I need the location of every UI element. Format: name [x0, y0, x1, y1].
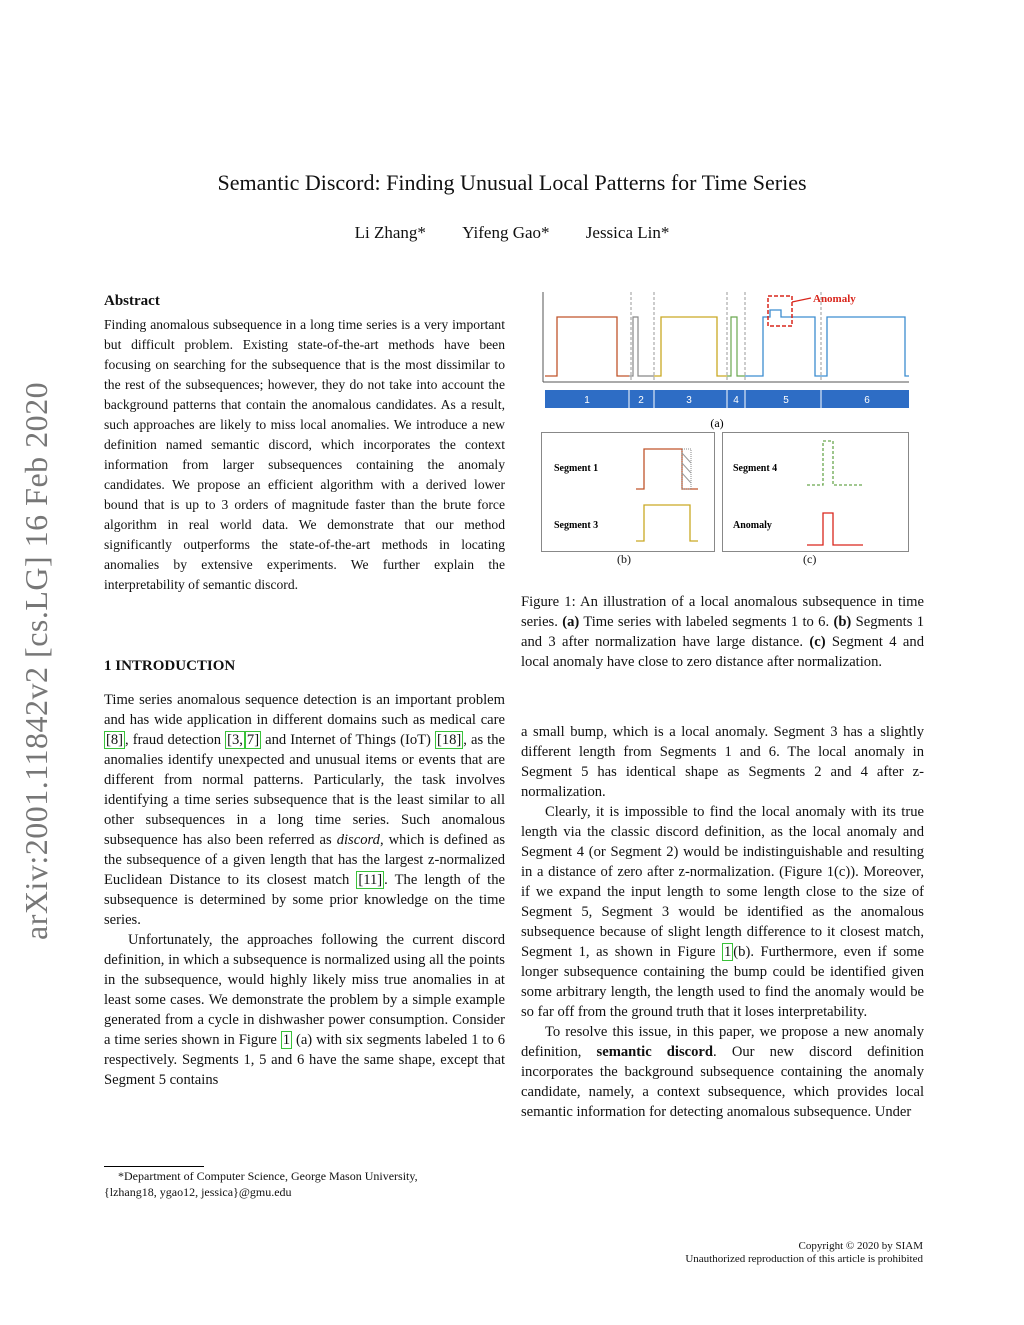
author-list — [0, 223, 1024, 243]
segment-4-label: Segment 4 — [733, 463, 778, 474]
footnote-rule — [104, 1166, 204, 1167]
footnote-affiliation: *Department of Computer Science, George Mason University, — [118, 1169, 418, 1183]
body-paragraph: To resolve this issue, in this paper, we propose a new anomaly definition, semantic discord. Our new discord definition incorporates the background subsequence containing the anomaly candidate, namely, a context subsequence, which provides local semantic information for detecting anomalous subsequence. Under — [521, 1024, 924, 1120]
citation-link[interactable]: 7] — [246, 732, 260, 748]
citation-link[interactable]: [18] — [436, 732, 462, 748]
right-column-body — [521, 722, 924, 1122]
time-series-plot — [541, 290, 911, 430]
copyright-disclaimer: Unauthorized reproduction of this article is prohibited — [685, 1253, 923, 1265]
segment-label: 3 — [686, 395, 692, 406]
segment-label: 1 — [584, 395, 590, 406]
subfigure-label-a: (a) — [710, 416, 724, 430]
arxiv-sidebar-id: arXiv:2001.11842v2 [cs.LG] 16 Feb 2020 — [18, 381, 54, 940]
author-name: Jessica Lin* — [585, 223, 670, 242]
footnote-emails: {lzhang18, ygao12, jessica}@gmu.edu — [104, 1185, 292, 1199]
subfigure-b-box — [541, 432, 715, 552]
footnote — [104, 1168, 504, 1200]
citation-link[interactable]: [3, — [227, 732, 243, 748]
figure-link[interactable]: 1 — [282, 1032, 291, 1048]
segment-label: 5 — [783, 395, 789, 406]
author-name: Li Zhang* — [354, 223, 426, 242]
segment-label: 4 — [733, 395, 739, 406]
introduction-section — [104, 656, 505, 1090]
segment-3-label: Segment 3 — [554, 520, 599, 531]
citation-link[interactable]: [8] — [106, 732, 124, 748]
paper-title: Semantic Discord: Finding Unusual Local Patterns for Time Series — [217, 170, 807, 195]
abstract-text: Finding anomalous subsequence in a long time series is a very important but difficult problem. Existing state-of-the-art methods have been focusing on searching for the subsequence that is the most dissimilar to the rest of the subsequences; however, they do not take into account the background patterns that contain the anomalous candidates. As a result, such approaches are likely to miss local anomalies. We introduce a new definition named semantic discord, which incorporates the context information from larger subsequences containing the anomaly candidates. We propose an efficient algorithm with a derived lower bound that is up to 3 orders of magnitude faster than the brute force algorithm in real world data. We demonstrate that our method significantly outperforms the state-of-the-art methods in locating anomalies by extensive experiments. We further explain the interpretability of semantic discord. — [104, 317, 505, 592]
figure-link[interactable]: 1 — [724, 944, 732, 960]
intro-paragraph-1: Time series anomalous sequence detection is an important problem and has wide application in different domains such as medical care [8] , fraud detection [3, 7] and Internet of Things (IoT) [18] , as the anomalies identify unexpected and unusual items or events that are different from normal patterns. Particularly, the task involves identifying a time series subsequence that is the least similar to all other subsequences in a long time series. Such anomalous subsequence has also been referred as discord, which is defined as the subsequence of a given length that has the largest z-normalized Euclidean Distance to its closest match [11] . The length of the subsequence is determined by some prior knowledge on the time series. — [104, 692, 506, 928]
subfigure-label-b: (b) — [617, 552, 631, 566]
abstract-section — [104, 291, 505, 595]
intro-paragraph-2: Unfortunately, the approaches following the current discord definition, in which a subsequence is normalized using all the points in the subsequence, would highly likely miss true anomalies in at least some cases. We demonstrate the problem by a simple example generated from a cycle in dishwasher power consumption. Consider a time series shown in Figure 1 (a) with six segments labeled 1 to 6 respectively. Segments 1, 5 and 6 have the same shape, except that Segment 5 contains — [104, 932, 505, 1088]
abstract-heading: Abstract — [104, 293, 160, 309]
subfigure-c-box — [722, 432, 909, 552]
segment-1-label: Segment 1 — [554, 463, 599, 474]
copyright-line: Copyright © 2020 by SIAM — [798, 1240, 923, 1252]
body-paragraph: Clearly, it is impossible to find the local anomaly with its true length via the classic discord definition, as the local anomaly and Segment 4 (or Segment 2) would be indistinguishable and resulting in a distance of zero after z-normalization. (Figure 1(c)). Moreover, if we expand the input length to some length close to the size of Segment 5, Segment 3 would be identified as the anomalous subsequence because of slight length difference to it closest match, Segment 1, as shown in Figure 1 (b). Furthermore, even if some longer subsequence containing the bump could be identified given some arbitrary length, the length used to find the anomaly would be so far off from the ground truth that it loses interpretability. — [521, 804, 924, 1020]
segment-label: 2 — [638, 395, 644, 406]
subfigure-label-c: (c) — [803, 552, 817, 566]
anomaly-callout-label: Anomaly — [813, 293, 856, 305]
citation-link[interactable]: [11] — [358, 872, 383, 888]
copyright-notice — [685, 1240, 923, 1266]
body-paragraph: a small bump, which is a local anomaly. Segment 3 has a slightly different length from Segments 1 and 6. The local anomaly in Segment 5 has identical shape as Segments 2 and 4 after z-normalization. — [521, 724, 924, 800]
anomaly-label: Anomaly — [733, 520, 772, 531]
figure-caption: Figure 1: An illustration of a local anomalous subsequence in time series. (a) Time series with labeled segments 1 to 6. (b) Segments 1 and 3 after normalization have large distance. (c) Segment 4 and local anomaly have close to zero distance after normalization. — [521, 594, 925, 670]
section-heading: 1 INTRODUCTION — [104, 658, 236, 674]
segment-label: 6 — [864, 395, 870, 406]
author-name: Yifeng Gao* — [462, 223, 550, 242]
